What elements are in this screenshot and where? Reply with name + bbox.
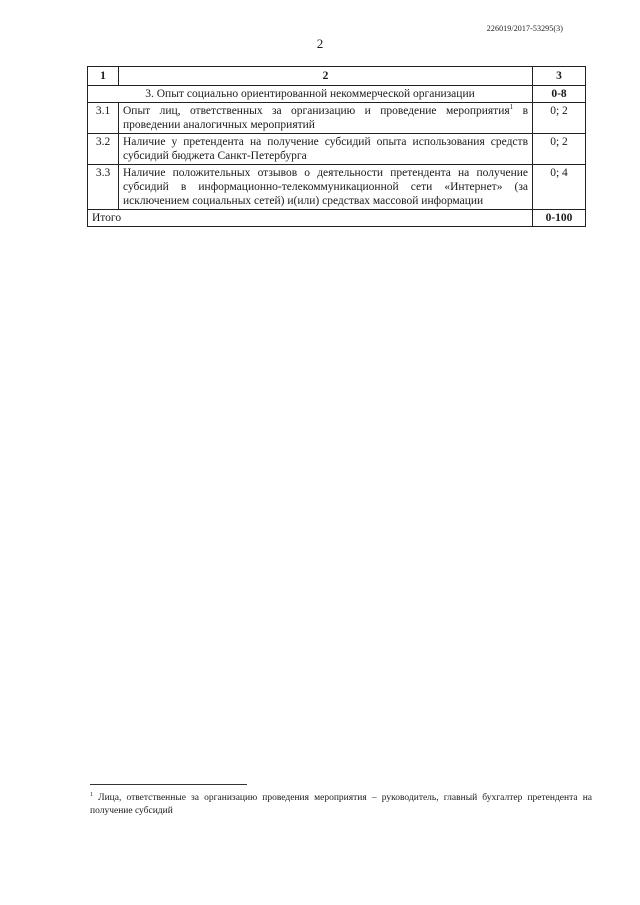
criteria-table <box>87 66 586 227</box>
table-row <box>88 165 586 210</box>
section-score: 0-8 <box>533 86 586 103</box>
row-score: 0; 2 <box>533 103 586 134</box>
header-col-3: 3 <box>533 67 586 86</box>
footnote-number: 1 <box>90 791 93 798</box>
row-number: 3.3 <box>88 165 119 210</box>
table-header-row <box>88 67 586 86</box>
row-description: Наличие положительных отзывов о деятельности претендента на получение субсидий в информационно-телекоммуникационной сети «Интернет» (за исключением социальных сетей) и(или) средствах массовой информации <box>119 165 533 210</box>
row-score: 0; 2 <box>533 134 586 165</box>
section-title: 3. Опыт социально ориентированной некоммерческой организации <box>88 86 533 103</box>
header-col-2: 2 <box>119 67 533 86</box>
table-row <box>88 134 586 165</box>
footnote-text: Лица, ответственные за организацию проведения мероприятия – руководитель, главный бухгалтер претендента на получение субсидий <box>90 793 592 816</box>
row-description <box>119 103 533 134</box>
document-id: 226019/2017-53295(3) <box>486 24 563 33</box>
section-row <box>88 86 586 103</box>
header-col-1: 1 <box>88 67 119 86</box>
row-description-text: Опыт лиц, ответственных за организацию и проведение мероприятия <box>123 105 510 117</box>
table-row <box>88 103 586 134</box>
row-number: 3.2 <box>88 134 119 165</box>
row-description: Наличие у претендента на получение субсидий опыта использования средств субсидий бюджета Санкт-Петербурга <box>119 134 533 165</box>
row-number: 3.1 <box>88 103 119 134</box>
page-number: 2 <box>316 36 324 51</box>
row-description-tail: в проведении аналогичных мероприятий <box>123 105 528 131</box>
total-row <box>88 210 586 227</box>
footnote-divider <box>90 784 247 785</box>
total-score: 0-100 <box>533 210 586 227</box>
row-score: 0; 4 <box>533 165 586 210</box>
total-label: Итого <box>88 210 533 227</box>
footnote <box>90 792 592 818</box>
footnote-marker: 1 <box>509 103 514 112</box>
